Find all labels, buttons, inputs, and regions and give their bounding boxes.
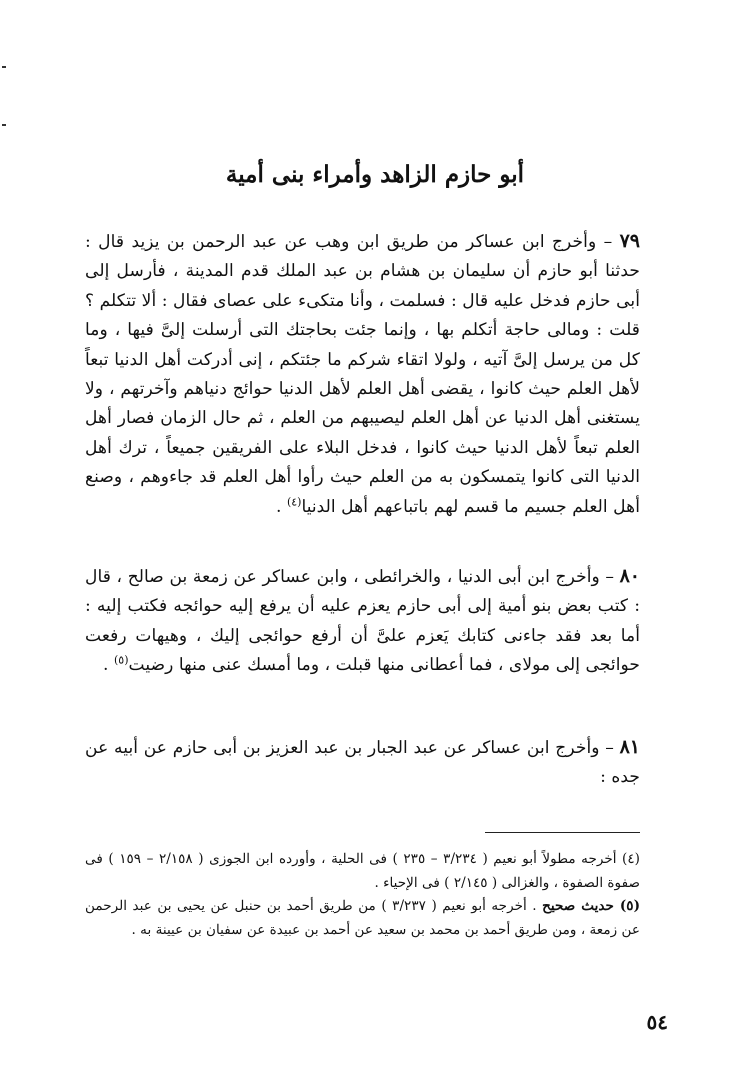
footnotes — [85, 848, 640, 942]
footnote-ref: (٤) — [286, 494, 302, 508]
footnote-lead: (٥) حديث صحيح — [542, 898, 641, 914]
footnote-5 — [85, 895, 640, 942]
footnote-ref: (٥) — [113, 653, 129, 667]
chapter-title: أبو حازم الزاهد وأمراء بنى أمية — [225, 161, 525, 188]
paragraph-number: ٨١ — [619, 736, 640, 758]
scan-mark — [2, 124, 6, 126]
scan-mark — [2, 66, 6, 68]
paragraph-end: . — [276, 496, 287, 517]
paragraph-81 — [85, 733, 640, 793]
paragraph-79 — [85, 227, 640, 522]
page-number: ٥٤ — [646, 1010, 668, 1034]
paragraph-text: – وأخرج ابن عساكر من طريق ابن وهب عن عبد الرحمن بن يزيد قال : حدثنا أبو حازم أن سليمان بن هشام بن عبد الملك قدم المدينة ، فأرسل إلى أبى حازم فدخل عليه قال : فسلمت ، وأنا متكىء على عصاى فقال : ألا تتكلم ؟ قلت : ومالى حاجة أتكلم بها ، وإنما جئت بحاجتك التى أرسلت إلىَّ فيها ، وما كل من يرسل إلىَّ آتيه ، ولولا اتقاء شركم ما جئتكم ، إنى أدركت أهل الدنيا تبعاً لأهل العلم حيث كانوا ، يقضى أهل العلم لأهل الدنيا حوائج دنياهم وآخرتهم ، ولا يستغنى أهل الدنيا عن أهل العلم ليصيبهم من العلم ، ثم حال الزمان فصار أهل العلم تبعاً لأهل الدنيا حيث كانوا ، فدخل البلاء على الفريقين جميعاً ، ترك أهل الدنيا التى كانوا يتمسكون به من العلم حيث رأوا أهل العلم قد جاءوهم ، وصنع أهل العلم جسيم ما قسم لهم باتباعهم أهل الدنيا — [85, 232, 640, 517]
paragraph-text: – وأخرج ابن أبى الدنيا ، والخرائطى ، وابن عساكر عن زمعة بن صالح ، قال : كتب بعض بنو أمية إلى أبى حازم يعزم عليه أن يرفع إليه حوائجه فكتب إليه : أما بعد فقد جاءنى كتابك يَعزم علىَّ أن أرفع حوائجى إليك ، وهيهات رفعت حوائجى إلى مولاى ، فما أعطانى منها قبلت ، وما أمسك عنى منها رضيت — [85, 567, 640, 676]
paragraph-text: – وأخرج ابن عساكر عن عبد الجبار بن عبد العزيز بن أبى حازم عن أبيه عن جده : — [85, 738, 640, 788]
footnote-text: . أخرجه أبو نعيم ( ٣/٢٣٧ ) من طريق أحمد بن حنبل عن يحيى بن عبد الرحمن عن زمعة ، ومن طريق أحمد بن محمد بن سعيد عن أحمد بن عبيدة عن سفيان بن عيينة به . — [85, 898, 640, 938]
paragraph-end: . — [103, 655, 114, 676]
paragraph-number: ٧٩ — [619, 230, 640, 252]
paragraph-80 — [85, 562, 640, 681]
footnote-divider — [485, 832, 640, 833]
paragraph-number: ٨٠ — [619, 565, 640, 587]
footnote-4 — [85, 848, 640, 895]
footnote-text: (٤) أخرجه مطولاً أبو نعيم ( ٣/٢٣٤ – ٢٣٥ ) فى الحلية ، وأورده ابن الجوزى ( ٢/١٥٨ – ١٥٩ ) فى صفوة الصفوة ، والغزالى ( ٢/١٤٥ ) فى الإحياء . — [85, 851, 640, 891]
